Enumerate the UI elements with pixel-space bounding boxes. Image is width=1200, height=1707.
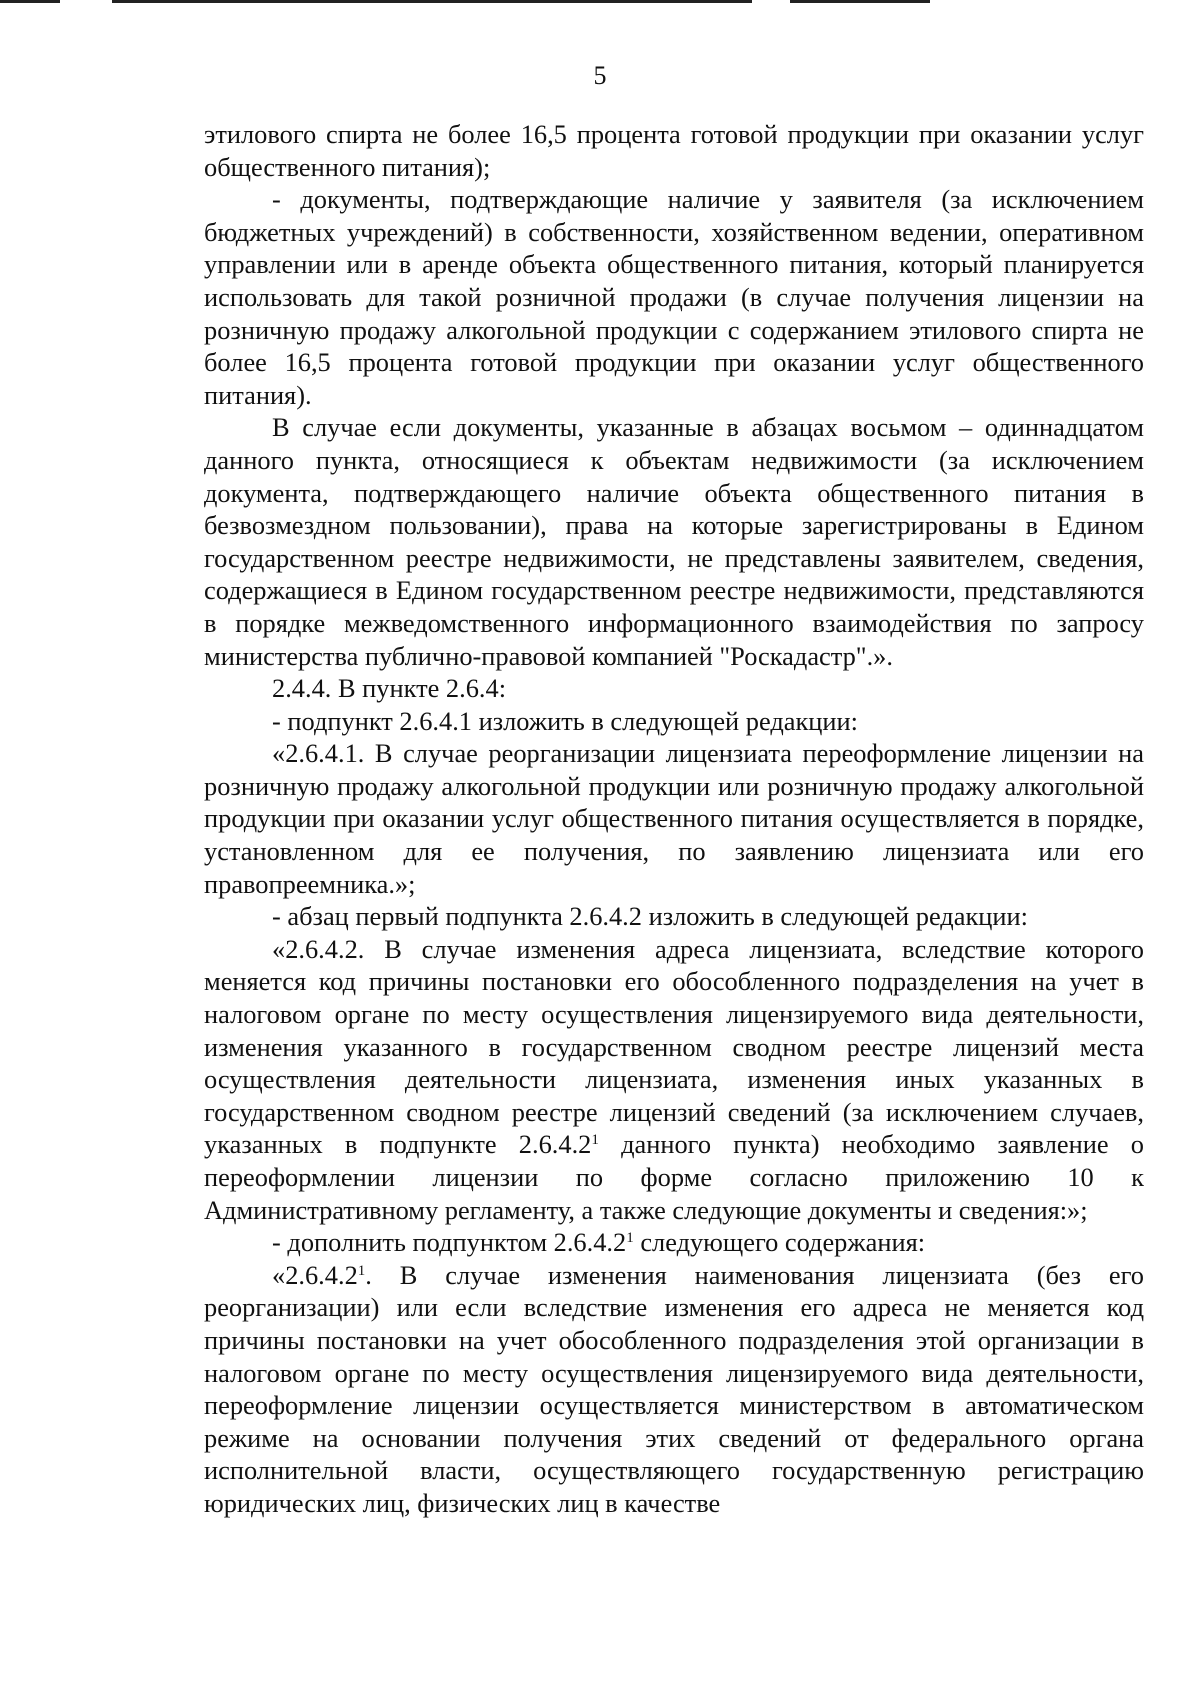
paragraph-text: - подпункт 2.6.4.1 изложить в следующей редакции: [272,705,858,736]
superscript-marker: 1 [591,1132,599,1149]
paragraph-text: «2.6.4.2. В случае изменения адреса лицензиата, вследствие которого меняется код причины постановки его обособленного подразделения на учет в налоговом органе по месту осуществления лицензируемого вида деятельности, изменения указанного в государственном сводном реестре лицензий места осуществления деятельности лицензиата, изменения иных указанных в государственном сводном реестре лицензий сведений (за исключением случаев, указанных в подпункте 2.6.4.2 [204,933,1144,1160]
paragraph-text: данного пункта) необходимо заявление о переоформлении лицензии по форме согласно приложению 10 к Административному регламенту, а также следующие документы и сведения:»; [204,1129,1144,1225]
paragraph [204,705,1144,738]
paragraph [204,1259,1144,1520]
paragraph [204,672,1144,705]
paragraph-text: - абзац первый подпункта 2.6.4.2 изложить в следующей редакции: [272,901,1028,932]
paragraph-text: «2.6.4.1. В случае реорганизации лицензиата переоформление лицензии на розничную продажу алкогольной продукции или розничную продажу алкогольной продукции при оказании услуг общественного питания осуществляется в порядке, установленном для ее получения, по заявлению лицензиата или его правопреемника.»; [204,738,1144,899]
paragraph-text: - документы, подтверждающие наличие у заявителя (за исключением бюджетных учреждений) в собственности, хозяйственном ведении, оперативном управлении или в аренде объекта общественного питания, который планируется использовать для такой розничной продажи (в случае получения лицензии на розничную продажу алкогольной продукции с содержанием этилового спирта не более 16,5 процента готовой продукции при оказании услуг общественного питания). [204,184,1144,410]
paragraph [204,933,1144,1226]
scan-edge-mark [790,0,930,3]
paragraph-text: . В случае изменения наименования лицензиата (без его реорганизации) или если вследствие изменения его адреса не меняется код причины постановки на учет обособленного подразделения этой организации в налоговом органе по месту осуществления лицензируемого вида деятельности, переоформление лицензии осуществляется министерством в автоматическом режиме на основании получения этих сведений от федерального органа исполнительной власти, осуществляющего государственную регистрацию юридических лиц, физических лиц в качестве [204,1259,1144,1518]
paragraph [204,411,1144,672]
paragraph-text: «2.6.4.2 [272,1259,358,1290]
paragraph [204,737,1144,900]
scan-edge-mark [112,0,752,3]
paragraph [204,183,1144,411]
document-body [204,118,1144,1520]
paragraph [204,118,1144,183]
paragraph-text: 2.4.4. В пункте 2.6.4: [272,673,507,704]
paragraph-text: этилового спирта не более 16,5 процента готовой продукции при оказании услуг общественного питания); [204,119,1144,182]
superscript-marker: 1 [626,1230,634,1247]
paragraph-text: В случае если документы, указанные в абзацах восьмом – одиннадцатом данного пункта, относящиеся к объектам недвижимости (за исключением документа, подтверждающего наличие объекта общественного питания в безвозмездном пользовании), права на которые зарегистрированы в Едином государственном реестре недвижимости, не представлены заявителем, сведения, содержащиеся в Едином государственном реестре недвижимости, представляются в порядке межведомственного информационного взаимодействия по запросу министерства публично-правовой компанией "Роскадастр".». [204,412,1144,671]
paragraph [204,1226,1144,1259]
paragraph [204,900,1144,933]
paragraph-text: - дополнить подпунктом 2.6.4.2 [272,1227,627,1258]
paragraph-text: следующего содержания: [633,1227,926,1258]
superscript-marker: 1 [357,1262,366,1279]
scan-edge-mark [0,0,60,3]
page-number: 5 [593,61,607,90]
